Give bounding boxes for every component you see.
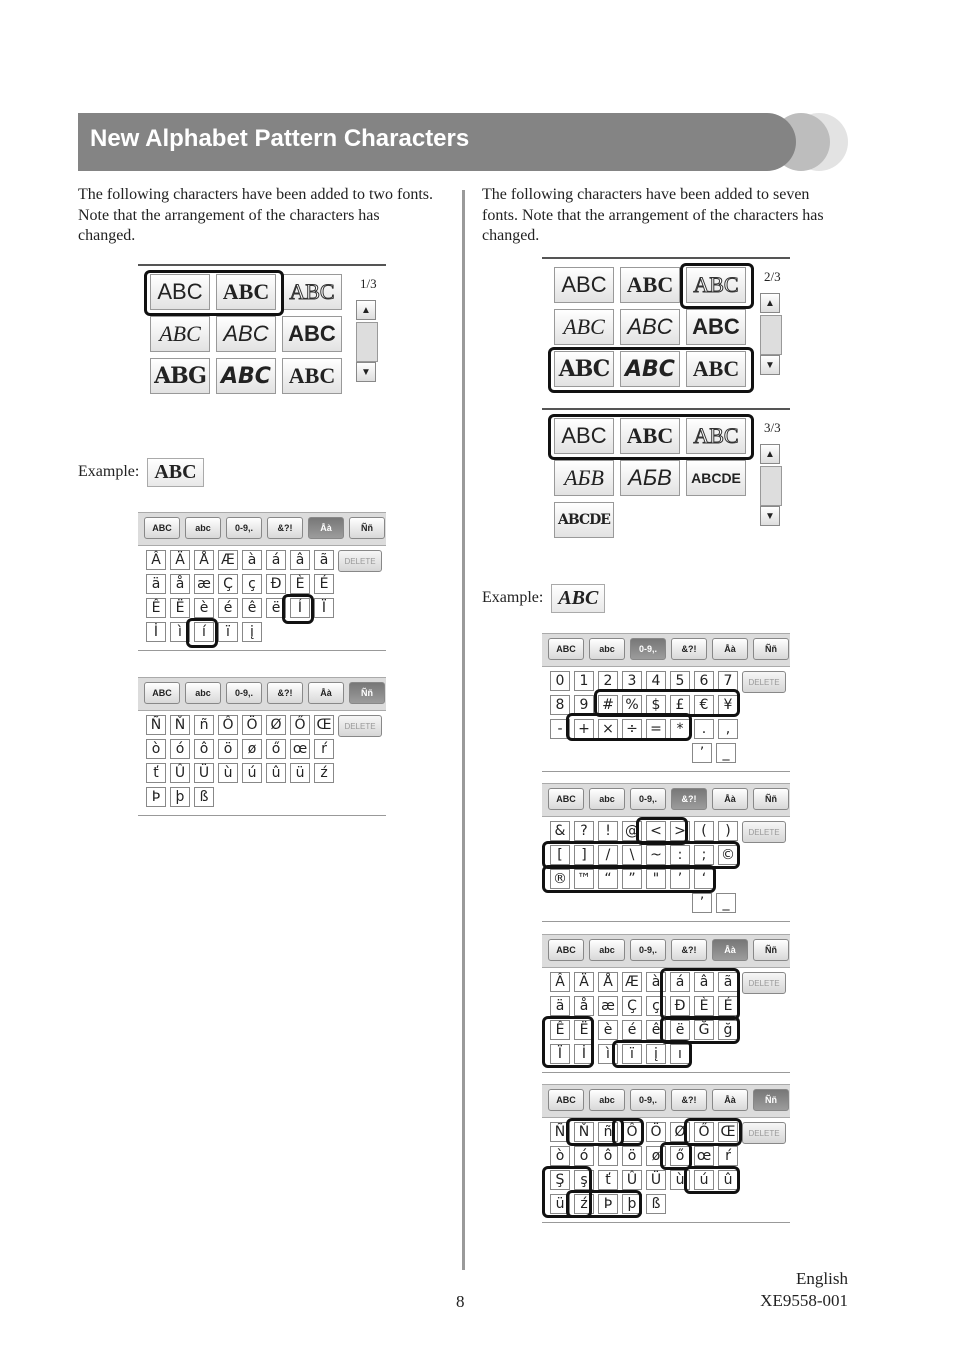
key[interactable]: 6 [694, 671, 714, 691]
key[interactable]: 5 [670, 671, 690, 691]
tab-4[interactable]: Åà [712, 638, 748, 660]
tab-0[interactable]: ABC [548, 939, 584, 961]
keyboard-right-4 [542, 1084, 790, 1223]
key[interactable]: _ [716, 743, 736, 763]
highlight-box [660, 1016, 740, 1044]
key[interactable]: ő [670, 1146, 690, 1166]
key[interactable]: Ň [574, 1122, 594, 1142]
tab-bar [138, 677, 386, 711]
key[interactable]: ” [622, 869, 642, 889]
font-button[interactable]: ABC [620, 351, 680, 387]
key[interactable]: į [242, 622, 262, 642]
tab-2[interactable]: 0-9,. [630, 638, 666, 660]
key[interactable]: 0 [550, 671, 570, 691]
key[interactable]: ť [146, 763, 166, 783]
tab-2[interactable]: 0-9,. [226, 682, 262, 704]
scroll-up-icon[interactable]: ▲ [760, 293, 780, 313]
key[interactable]: å [170, 574, 190, 594]
key[interactable]: Ç [622, 996, 642, 1016]
page-number: 8 [456, 1292, 465, 1311]
key[interactable]: ú [694, 1170, 714, 1190]
key[interactable]: Ö [242, 715, 262, 735]
key[interactable]: ó [574, 1146, 594, 1166]
tab-0[interactable]: ABC [144, 682, 180, 704]
key[interactable]: [ [550, 845, 570, 865]
key[interactable]: 8 [550, 695, 570, 715]
key[interactable]: ’ [692, 893, 712, 913]
key[interactable]: ) [718, 821, 738, 841]
key[interactable]: Þ [146, 787, 166, 807]
key[interactable]: ß [646, 1194, 666, 1214]
key[interactable]: ö [622, 1146, 642, 1166]
key[interactable]: @ [622, 821, 642, 841]
tab-4[interactable]: Åà [308, 517, 344, 539]
key[interactable]: à [646, 972, 666, 992]
key[interactable]: İ [146, 622, 166, 642]
font-button[interactable]: ABC [686, 309, 746, 345]
tab-3[interactable]: &?! [267, 682, 303, 704]
key[interactable]: ù [218, 763, 238, 783]
key[interactable]: - [550, 719, 570, 739]
tab-0[interactable]: ABC [548, 788, 584, 810]
tab-3[interactable]: &?! [671, 638, 707, 660]
key[interactable]: Ï [314, 598, 334, 618]
key[interactable]: 2 [598, 671, 618, 691]
scrollbar[interactable] [356, 322, 378, 362]
font-button[interactable]: ABC [216, 358, 276, 394]
key[interactable]: ™ [574, 869, 594, 889]
tab-bar [138, 512, 386, 546]
tab-2[interactable]: 0-9,. [630, 939, 666, 961]
key[interactable]: Å [598, 972, 618, 992]
key[interactable]: é [218, 598, 238, 618]
font-button[interactable]: ABC [282, 274, 342, 310]
key[interactable]: ê [242, 598, 262, 618]
key[interactable]: Û [170, 763, 190, 783]
key[interactable]: Ü [646, 1170, 666, 1190]
highlight-box [612, 1118, 644, 1146]
key[interactable]: Ő [290, 715, 310, 735]
key[interactable]: Þ [598, 1194, 618, 1214]
example-right-box: ABC [551, 584, 605, 613]
font-button[interactable]: ABC [554, 267, 614, 303]
key[interactable]: Ø [670, 1122, 690, 1142]
highlight-box [542, 865, 716, 893]
font-button[interactable]: ABC [620, 309, 680, 345]
key[interactable]: ® [550, 869, 570, 889]
tab-4[interactable]: Åà [308, 682, 344, 704]
key[interactable]: ï [218, 622, 238, 642]
key[interactable]: Ü [194, 763, 214, 783]
key[interactable]: ô [194, 739, 214, 759]
key[interactable]: È [694, 996, 714, 1016]
tab-0[interactable]: ABC [548, 1089, 584, 1111]
highlight-box [566, 713, 692, 741]
font-button[interactable]: ABC [686, 267, 746, 303]
key[interactable]: Œ [314, 715, 334, 735]
key[interactable]: Ï [550, 1044, 570, 1064]
key[interactable]: £ [670, 695, 690, 715]
tab-3[interactable]: &?! [671, 1089, 707, 1111]
key[interactable]: Â [146, 550, 166, 570]
key[interactable]: + [574, 719, 594, 739]
key[interactable]: 7 [718, 671, 738, 691]
example-left-box: ABC [147, 458, 203, 487]
delete-button[interactable]: DELETE [742, 821, 786, 843]
key[interactable]: œ [290, 739, 310, 759]
tab-0[interactable]: ABC [144, 517, 180, 539]
font-button[interactable]: ABCDE [554, 502, 614, 538]
tab-5[interactable]: Ññ [349, 517, 385, 539]
font-button[interactable]: ABC [150, 316, 210, 352]
scroll-up-icon[interactable]: ▲ [760, 444, 780, 464]
key[interactable]: ò [550, 1146, 570, 1166]
key[interactable]: * [670, 719, 690, 739]
keyboard-left-2 [138, 677, 386, 816]
example-label: Example: [78, 463, 140, 481]
font-button[interactable]: ABC [216, 274, 276, 310]
font-button[interactable]: ABC [150, 274, 210, 310]
highlight-box [144, 270, 284, 316]
key[interactable]: İ [574, 1044, 594, 1064]
key[interactable]: ~ [646, 845, 666, 865]
key[interactable]: ¥ [718, 695, 738, 715]
key[interactable]: ç [646, 996, 666, 1016]
key[interactable]: ì [170, 622, 190, 642]
highlight-box [660, 968, 740, 1020]
highlight-box [186, 618, 218, 648]
key[interactable]: Ô [218, 715, 238, 735]
key[interactable]: ô [598, 1146, 618, 1166]
tab-5[interactable]: Ññ [753, 1089, 789, 1111]
tab-bar [542, 934, 790, 968]
key[interactable]: . [694, 719, 714, 739]
key[interactable]: _ [716, 893, 736, 913]
font-button[interactable]: ABCDE [686, 460, 746, 496]
key[interactable]: 9 [574, 695, 594, 715]
left-intro: The following characters have been added to two fonts. Note that the arrangement of the characters has changed. [78, 186, 433, 244]
key[interactable]: Ä [170, 550, 190, 570]
highlight-box [548, 414, 754, 460]
key[interactable]: > [670, 821, 690, 841]
key[interactable]: ã [314, 550, 334, 570]
font-button[interactable]: ABC [282, 358, 342, 394]
key[interactable]: É [718, 996, 738, 1016]
keyboard-right-2 [542, 783, 790, 922]
page-indicator: 3/3 [764, 420, 781, 435]
key[interactable]: ŕ [718, 1146, 738, 1166]
key[interactable]: Ä [574, 972, 594, 992]
key[interactable]: ö [218, 739, 238, 759]
key[interactable]: $ [646, 695, 666, 715]
key[interactable]: Ô [622, 1122, 642, 1142]
key[interactable]: \ [622, 845, 642, 865]
key[interactable]: þ [170, 787, 190, 807]
key[interactable]: ź [574, 1194, 594, 1214]
tab-1[interactable]: abc [589, 939, 625, 961]
right-intro: The following characters have been added to seven fonts. Note that the arrangement of the characters has changed. [482, 186, 824, 244]
key[interactable]: Ê [550, 1020, 570, 1040]
highlight-box [680, 263, 754, 309]
page-indicator: 2/3 [764, 269, 781, 284]
delete-button[interactable]: DELETE [742, 1122, 786, 1144]
key[interactable]: < [646, 821, 666, 841]
footer-language: English [796, 1269, 848, 1288]
key[interactable]: ü [550, 1194, 570, 1214]
tab-1[interactable]: abc [589, 788, 625, 810]
column-divider [462, 190, 465, 1270]
key[interactable]: è [598, 1020, 618, 1040]
key[interactable]: æ [598, 996, 618, 1016]
tab-bar [542, 1084, 790, 1118]
highlight-box [566, 1190, 642, 1218]
key[interactable]: ø [646, 1146, 666, 1166]
key[interactable]: # [598, 695, 618, 715]
key[interactable]: â [694, 972, 714, 992]
key[interactable]: È [290, 574, 310, 594]
key[interactable]: ò [146, 739, 166, 759]
key[interactable]: Œ [718, 1122, 738, 1142]
key[interactable]: ù [670, 1170, 690, 1190]
key[interactable]: " [646, 869, 666, 889]
key[interactable]: å [574, 996, 594, 1016]
tab-3[interactable]: &?! [267, 517, 303, 539]
tab-5[interactable]: Ññ [753, 788, 789, 810]
key[interactable]: ñ [598, 1122, 618, 1142]
key[interactable]: ç [242, 574, 262, 594]
key[interactable]: é [622, 1020, 642, 1040]
key[interactable]: á [670, 972, 690, 992]
key[interactable]: © [718, 845, 738, 865]
font-button[interactable]: ABC [620, 267, 680, 303]
tab-1[interactable]: abc [185, 517, 221, 539]
key[interactable]: Ð [266, 574, 286, 594]
key[interactable]: , [718, 719, 738, 739]
tab-5[interactable]: Ññ [753, 939, 789, 961]
key[interactable]: Ğ [694, 1020, 714, 1040]
key[interactable]: ê [646, 1020, 666, 1040]
tab-1[interactable]: abc [589, 1089, 625, 1111]
delete-button[interactable]: DELETE [742, 972, 786, 994]
key[interactable]: Ş [550, 1170, 570, 1190]
scrollbar[interactable] [760, 466, 782, 506]
key[interactable]: ğ [718, 1020, 738, 1040]
key[interactable]: Ñ [550, 1122, 570, 1142]
scrollbar[interactable] [760, 315, 782, 355]
key[interactable]: Ë [574, 1020, 594, 1040]
key[interactable]: æ [194, 574, 214, 594]
keyboard-right-3 [542, 934, 790, 1073]
key[interactable]: ’ [692, 743, 712, 763]
font-panel-right-bottom [542, 408, 790, 550]
key[interactable]: € [694, 695, 714, 715]
delete-button[interactable]: DELETE [338, 550, 382, 572]
key[interactable]: ( [694, 821, 714, 841]
key[interactable]: Æ [622, 972, 642, 992]
key[interactable]: & [550, 821, 570, 841]
tab-5[interactable]: Ññ [753, 638, 789, 660]
example-left [78, 458, 204, 487]
footer-doc-code: XE9558-001 [760, 1291, 848, 1310]
scroll-down-icon[interactable]: ▼ [356, 362, 376, 382]
key[interactable]: Ê [146, 598, 166, 618]
key[interactable]: 1 [574, 671, 594, 691]
key[interactable]: % [622, 695, 642, 715]
key[interactable]: Û [622, 1170, 642, 1190]
tab-2[interactable]: 0-9,. [226, 517, 262, 539]
highlight-box [548, 347, 754, 393]
key[interactable]: á [266, 550, 286, 570]
font-button[interactable]: ABC [554, 309, 614, 345]
font-button[interactable]: ABC [282, 316, 342, 352]
key[interactable]: Å [194, 550, 214, 570]
key[interactable]: û [266, 763, 286, 783]
font-button[interactable]: ABC [554, 351, 614, 387]
key[interactable]: â [290, 550, 310, 570]
key[interactable]: ÷ [622, 719, 642, 739]
highlight-box [684, 1118, 742, 1146]
font-button[interactable]: ABC [686, 351, 746, 387]
key[interactable]: Ð [670, 996, 690, 1016]
key[interactable]: ŕ [314, 739, 334, 759]
scroll-up-icon[interactable]: ▲ [356, 300, 376, 320]
tab-bar [542, 633, 790, 667]
key[interactable]: Ø [266, 715, 286, 735]
key[interactable]: í [194, 622, 214, 642]
tab-4[interactable]: Åà [712, 939, 748, 961]
key[interactable]: ? [574, 821, 594, 841]
font-panel-left [138, 264, 386, 406]
font-button[interactable]: ABG [150, 358, 210, 394]
key[interactable]: ź [314, 763, 334, 783]
key[interactable]: / [598, 845, 618, 865]
key[interactable]: ’ [670, 869, 690, 889]
key[interactable]: ó [170, 739, 190, 759]
tab-1[interactable]: abc [589, 638, 625, 660]
key[interactable]: ë [670, 1020, 690, 1040]
tab-2[interactable]: 0-9,. [630, 1089, 666, 1111]
key[interactable]: : [670, 845, 690, 865]
key[interactable]: = [646, 719, 666, 739]
key[interactable]: ì [598, 1044, 618, 1064]
key[interactable]: ü [290, 763, 310, 783]
key[interactable]: ß [194, 787, 214, 807]
key[interactable]: ő [266, 739, 286, 759]
font-button[interactable]: ABC [216, 316, 276, 352]
key[interactable]: ‘ [694, 869, 714, 889]
font-panel-right-top [542, 257, 790, 399]
key[interactable]: ø [242, 739, 262, 759]
key[interactable]: Í [290, 598, 310, 618]
example-label: Example: [482, 589, 544, 607]
key[interactable]: ť [598, 1170, 618, 1190]
tab-3[interactable]: &?! [671, 939, 707, 961]
key[interactable]: ! [598, 821, 618, 841]
tab-5[interactable]: Ññ [349, 682, 385, 704]
tab-2[interactable]: 0-9,. [630, 788, 666, 810]
key[interactable]: ; [694, 845, 714, 865]
key[interactable]: ñ [194, 715, 214, 735]
font-button[interactable]: АБВ [554, 460, 614, 496]
key[interactable]: Æ [218, 550, 238, 570]
key[interactable]: ï [622, 1044, 642, 1064]
example-right [482, 584, 605, 613]
tab-bar [542, 783, 790, 817]
key[interactable]: ] [574, 845, 594, 865]
key[interactable]: Â [550, 972, 570, 992]
key[interactable]: þ [622, 1194, 642, 1214]
key[interactable]: è [194, 598, 214, 618]
key[interactable]: × [598, 719, 618, 739]
tab-0[interactable]: ABC [548, 638, 584, 660]
key[interactable]: 4 [646, 671, 666, 691]
key[interactable]: Ç [218, 574, 238, 594]
page-indicator: 1/3 [360, 276, 377, 291]
tab-4[interactable]: Åà [712, 1089, 748, 1111]
tab-1[interactable]: abc [185, 682, 221, 704]
key[interactable]: û [718, 1170, 738, 1190]
tab-3[interactable]: &?! [671, 788, 707, 810]
key[interactable]: ä [146, 574, 166, 594]
font-button[interactable]: ABC [554, 418, 614, 454]
highlight-box [684, 1166, 740, 1194]
key[interactable]: ş [574, 1170, 594, 1190]
key[interactable]: “ [598, 869, 618, 889]
key[interactable]: Ñ [146, 715, 166, 735]
key[interactable]: œ [694, 1146, 714, 1166]
font-button[interactable]: ABC [686, 418, 746, 454]
keyboard-right-1 [542, 633, 790, 772]
key[interactable]: Ö [646, 1122, 666, 1142]
key[interactable]: ú [242, 763, 262, 783]
highlight-box [282, 594, 314, 624]
key[interactable]: ë [266, 598, 286, 618]
key[interactable]: ã [718, 972, 738, 992]
font-button[interactable]: АБВ [620, 460, 680, 496]
highlight-box [612, 1040, 692, 1068]
key[interactable]: à [242, 550, 262, 570]
key[interactable]: Ë [170, 598, 190, 618]
highlight-box [542, 1016, 594, 1068]
key[interactable]: Ő [694, 1122, 714, 1142]
page-title: New Alphabet Pattern Characters [90, 125, 470, 152]
font-button[interactable]: ABC [620, 418, 680, 454]
key[interactable]: É [314, 574, 334, 594]
key[interactable]: Ň [170, 715, 190, 735]
key[interactable]: 3 [622, 671, 642, 691]
keyboard-left-1 [138, 512, 386, 651]
tab-4[interactable]: Åà [712, 788, 748, 810]
key[interactable]: ı [670, 1044, 690, 1064]
key[interactable]: ä [550, 996, 570, 1016]
delete-button[interactable]: DELETE [742, 671, 786, 693]
scroll-down-icon[interactable]: ▼ [760, 506, 780, 526]
delete-button[interactable]: DELETE [338, 715, 382, 737]
key[interactable]: į [646, 1044, 666, 1064]
scroll-down-icon[interactable]: ▼ [760, 355, 780, 375]
